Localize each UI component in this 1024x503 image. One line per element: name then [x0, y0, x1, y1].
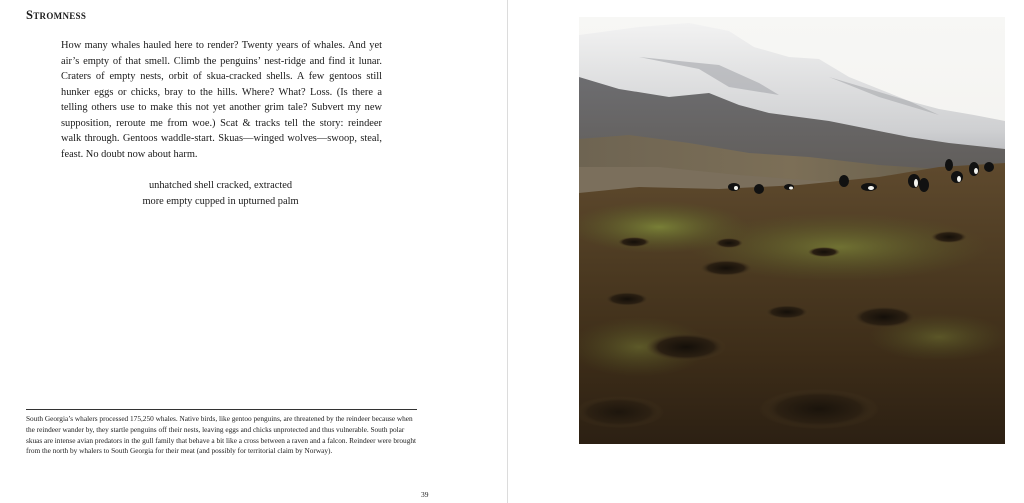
- book-gutter: [507, 0, 508, 503]
- verse-line: more empty cupped in upturned palm: [142, 195, 299, 207]
- page-number: 39: [421, 490, 429, 499]
- prose-paragraph: How many whales hauled here to render? Twenty years of whales. And yet air’s empty of that smell. Climb the penguins’ nest-ridge and find it lunar. Craters of empty nests, orbit of skua-cracked shells. A few gentoos still hunker eggs or chicks, bray to the hills. Where? What? Loss. (Is there a telling others use to make this not yet another grim tale? Subvert my new supposition, reroute me from woe.) Scat & tracks tell the story: reindeer walk through. Gentoos waddle-start. Skuas—winged wolves—swoop, steal, feast. No doubt now about harm.: [61, 40, 382, 160]
- page-heading: Stromness: [26, 8, 87, 22]
- footnote-rule: [26, 409, 417, 410]
- photo-illustration: [579, 17, 1005, 444]
- footnote: South Georgia’s whalers processed 175,250 whales. Native birds, like gentoo penguins, are threatened by the reindeer because when the reindeer wander by, they startle penguins off their nests, leaving eggs and chicks unprotected and thus vulnerable. South polar skuas are intense avian predators in the gull family that behave a bit like a cross between a raven and a falcon. Reindeer were brought from the north by whalers to South Georgia for their meat (and possibly for territorial claim by Norway).: [26, 414, 417, 456]
- landscape-photo: [579, 17, 1005, 444]
- verse-line: unhatched shell cracked, extracted: [148, 180, 293, 191]
- verse-block: [60, 178, 381, 209]
